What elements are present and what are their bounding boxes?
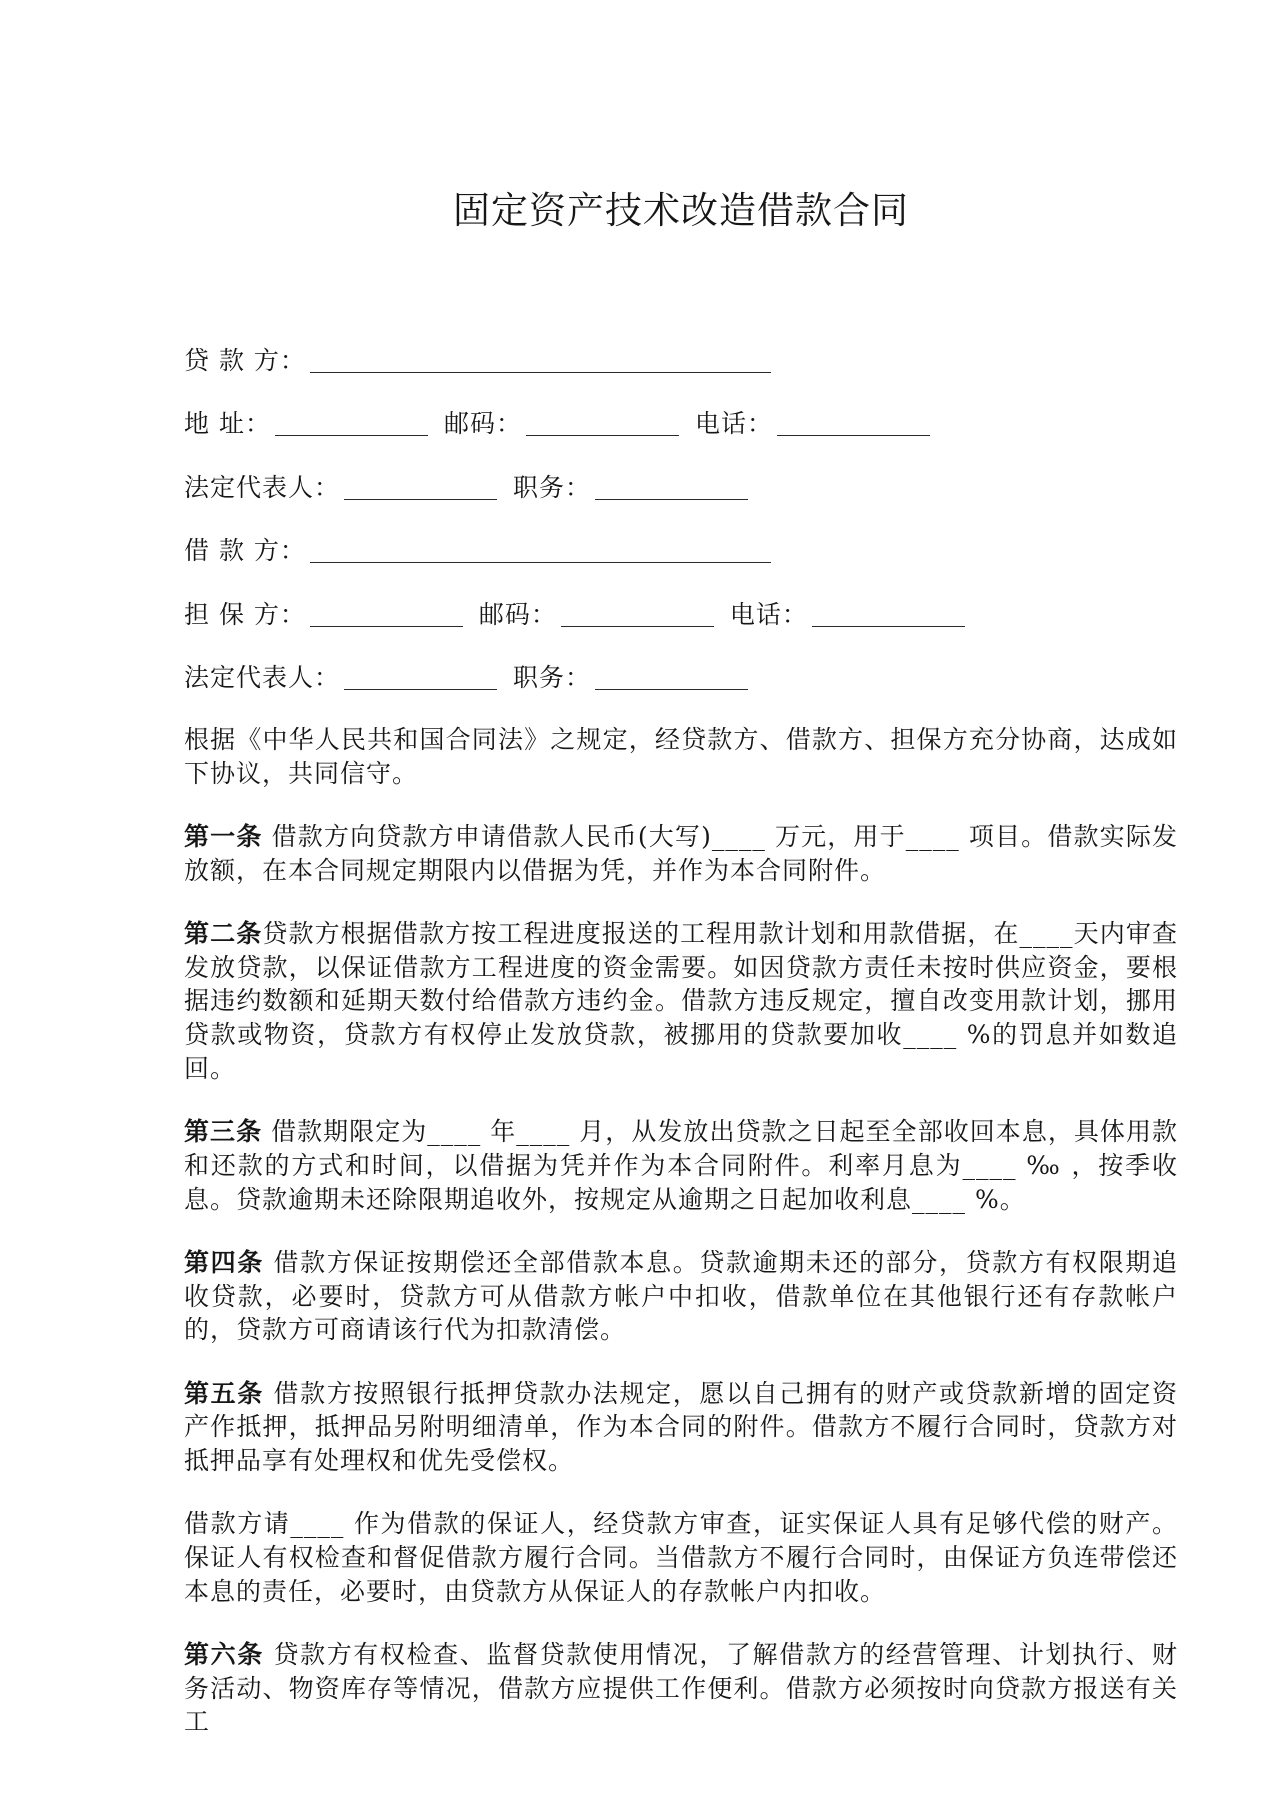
clause-3-text: 借款期限定为____ 年____ 月，从发放出贷款之日起至全部收回本息，具体用款和还款的方式和时间，以借据为凭并作为本合同附件。利率月息为____ ‰ ，按季收息。贷款逾期未还除限期追收外，按规定从逾期之日起加收利息____ %。: [184, 1117, 1178, 1214]
guarantee-paragraph: 借款方请____ 作为借款的保证人，经贷款方审查，证实保证人具有足够代偿的财产。保证人有权检查和督促借款方履行合同。当借款方不履行合同时，由保证方负连带偿还本息的责任，必要时，由贷款方从保证人的存款帐户内扣收。: [184, 1509, 1178, 1606]
clause-4-text: 借款方保证按期偿还全部借款本息。贷款逾期未还的部分，贷款方有权限期追收贷款，必要时，贷款方可从借款方帐户中扣收，借款单位在其他银行还有存款帐户的，贷款方可商请该行代为扣款清偿。: [184, 1247, 1178, 1345]
phone-label: 电话：: [694, 409, 773, 439]
guarantor-row: [184, 583, 1178, 646]
guarantor-legal-representative-blank: [344, 689, 497, 690]
lender-row: [184, 329, 1178, 392]
guarantor-postcode-label: 邮码：: [478, 599, 557, 629]
postcode-label: 邮码：: [443, 409, 522, 439]
lender-address-row: [184, 392, 1178, 455]
address-label: 地 址：: [184, 409, 271, 439]
clause-5-heading: 第五条: [184, 1378, 264, 1408]
clause-4-heading: 第四条: [184, 1247, 264, 1277]
clause-6-text: 贷款方有权检查、监督贷款使用情况，了解借款方的经营管理、计划执行、财务活动、物资库存等情况，借款方应提供工作便利。借款方必须按时向贷款方报送有关工: [184, 1639, 1178, 1737]
clause-1-heading: 第一条: [184, 822, 263, 851]
clause-6-heading: 第六条: [184, 1639, 264, 1669]
borrower-row: [184, 519, 1178, 582]
clause-2: [184, 917, 1178, 1086]
position-label: 职务：: [513, 472, 592, 502]
contract-body: [184, 723, 1178, 1769]
legal-representative-label: 法定代表人：: [184, 472, 341, 502]
postcode-blank: [526, 435, 679, 436]
party-information: [184, 329, 1178, 709]
clause-6: [184, 1638, 1178, 1739]
clause-2-heading: 第二条: [184, 919, 263, 948]
borrower-label: 借 款 方：: [184, 536, 306, 566]
guarantor-label: 担 保 方：: [184, 599, 306, 629]
lender-representative-row: [184, 456, 1178, 519]
clause-3: [184, 1115, 1178, 1216]
clause-4: [184, 1246, 1178, 1347]
guarantor-position-label: 职务：: [513, 662, 592, 692]
document-title: 固定资产技术改造借款合同: [453, 189, 909, 232]
position-blank: [595, 499, 748, 500]
guarantor-phone-label: 电话：: [729, 599, 808, 629]
guarantor-representative-row: [184, 646, 1178, 709]
address-blank: [275, 435, 428, 436]
clause-2-text: 贷款方根据借款方按工程进度报送的工程用款计划和用款借据，在____天内审查发放贷款，以保证借款方工程进度的资金需要。如因贷款方责任未按时供应资金，要根据违约数额和延期天数付给借款方违约金。借款方违反规定，擅自改变用款计划，挪用贷款或物资，贷款方有权停止发放贷款，被挪用的贷款要加收____ %的罚息并如数追回。: [184, 919, 1178, 1083]
guarantor-legal-representative-label: 法定代表人：: [184, 662, 341, 692]
clause-3-heading: 第三条: [184, 1117, 263, 1147]
preamble: 根据《中华人民共和国合同法》之规定，经贷款方、借款方、担保方充分协商，达成如下协议，共同信守。: [184, 725, 1178, 788]
legal-representative-blank: [344, 499, 497, 500]
lender-label: 贷 款 方：: [184, 346, 306, 375]
lender-name-blank: [310, 372, 771, 373]
guarantor-name-blank: [310, 626, 463, 627]
clause-1-text: 借款方向贷款方申请借款人民币(大写)____ 万元，用于____ 项目。借款实际发放额，在本合同规定期限内以借据为凭，并作为本合同附件。: [184, 822, 1178, 885]
guarantor-phone-blank: [812, 626, 965, 627]
clause-1: [184, 820, 1178, 887]
clause-5-text: 借款方按照银行抵押贷款办法规定，愿以自己拥有的财产或贷款新增的固定资产作抵押，抵押品另附明细清单，作为本合同的附件。借款方不履行合同时，贷款方对抵押品享有处理权和优先受偿权。: [184, 1378, 1178, 1475]
guarantor-position-blank: [595, 689, 748, 690]
borrower-name-blank: [310, 562, 771, 563]
clause-5: [184, 1377, 1178, 1478]
guarantor-postcode-blank: [561, 626, 714, 627]
phone-blank: [777, 435, 930, 436]
